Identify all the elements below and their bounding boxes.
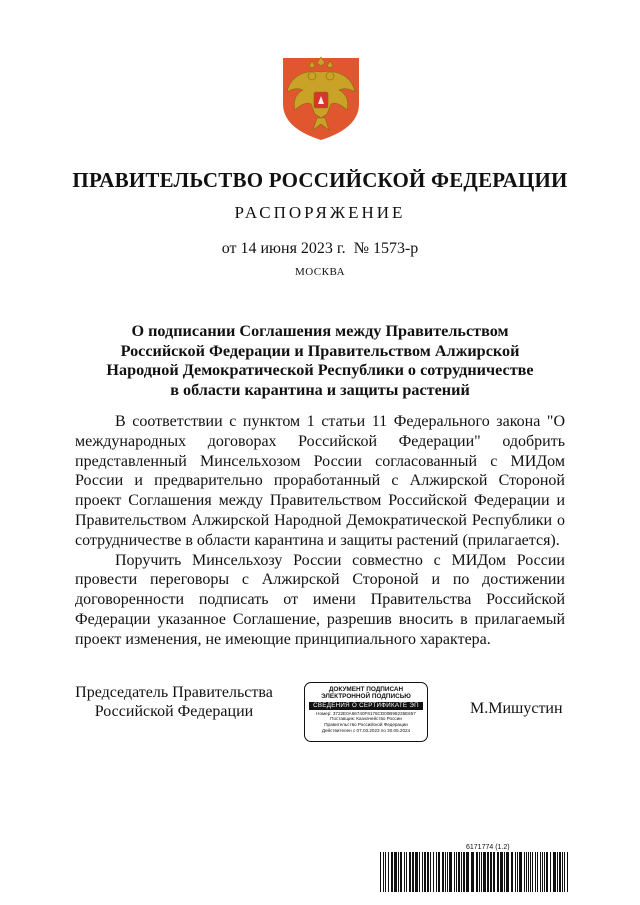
barcode-bar	[479, 852, 480, 892]
signatory-name: М.Мишустин	[470, 700, 563, 717]
barcode-bar	[528, 852, 529, 892]
document-number: № 1573-р	[353, 240, 419, 257]
barcode-bar	[532, 852, 533, 892]
barcode-bar	[442, 852, 444, 892]
city: МОСКВА	[294, 266, 346, 278]
body-paragraph: Поручить Минсельхозу России совместно с МИДом России провести переговоры с Алжирской Стороной и по достижении договоренности подписать от имени Правительства Российской Федерации указанное Соглашение, разрешив вносить в прилагаемый проект изменения, не имеющие принципиального характера.	[75, 551, 565, 648]
barcode-bar	[454, 852, 455, 892]
stamp-validity: Действителен с 07.03.2023 по 30.05.2024	[321, 727, 411, 733]
barcode-bar	[458, 852, 460, 892]
signatory-position	[64, 683, 284, 721]
subject-line: в области карантина и защиты растений	[170, 380, 470, 399]
coat-of-arms-icon	[277, 54, 365, 142]
barcode-bar	[406, 852, 407, 892]
stamp-certificate-bar: СВЕДЕНИЯ О СЕРТИФИКАТЕ ЭП	[309, 702, 423, 710]
barcode-bar	[438, 852, 440, 892]
barcode-bar	[404, 852, 405, 892]
barcode-bar	[564, 852, 565, 892]
date-number-line	[0, 240, 640, 258]
barcode-bar	[433, 852, 434, 892]
barcode-bar	[385, 852, 386, 892]
barcode-bar	[540, 852, 541, 892]
barcode-bar	[419, 852, 420, 892]
barcode-bar	[515, 852, 516, 892]
barcode-bar	[559, 852, 561, 892]
barcode-bar	[490, 852, 492, 892]
barcode-bar	[380, 852, 381, 892]
barcode-bar	[542, 852, 543, 892]
barcode-bar	[481, 852, 482, 892]
barcode-bar	[445, 852, 446, 892]
barcode-bar	[483, 852, 486, 892]
stamp-heading: ЭЛЕКТРОННОЙ ПОДПИСЬЮ	[321, 693, 411, 701]
barcode-bar	[537, 852, 538, 892]
barcode-bar	[422, 852, 423, 892]
barcode-bar	[517, 852, 518, 892]
barcode-bar	[449, 852, 452, 892]
barcode-bar	[493, 852, 495, 892]
barcode-bar	[562, 852, 563, 892]
barcode-bar	[436, 852, 437, 892]
barcode-number: 6171774 (1.2)	[466, 844, 510, 851]
document-date: от 14 июня 2023 г.	[221, 240, 346, 257]
stamp-heading: ДОКУМЕНТ ПОДПИСАН	[328, 686, 404, 693]
barcode	[380, 852, 570, 892]
barcode-bar	[415, 852, 418, 892]
barcode-bar	[466, 852, 469, 892]
barcode-bar	[427, 852, 429, 892]
barcode-bar	[557, 852, 558, 892]
barcode-bar	[456, 852, 457, 892]
barcode-bar	[398, 852, 399, 892]
barcode-bar	[447, 852, 448, 892]
barcode-bar	[394, 852, 397, 892]
barcode-bar	[550, 852, 551, 892]
barcode-bar	[487, 852, 489, 892]
barcode-bar	[497, 852, 499, 892]
subject-line: О подписании Соглашения между Правительством	[131, 322, 509, 340]
barcode-bar	[430, 852, 431, 892]
stamp-serial: Номер: 3722E0A66740F8176CD00B98235E657	[316, 710, 416, 716]
barcode-bar	[546, 852, 548, 892]
barcode-bar	[388, 852, 389, 892]
document-type: РАСПОРЯЖЕНИЕ	[234, 203, 406, 222]
stamp-issuer: Поставщик: Казначейство России	[330, 716, 402, 722]
barcode-bar	[383, 852, 384, 892]
barcode-bar	[412, 852, 414, 892]
barcode-bar	[391, 852, 393, 892]
barcode-bar	[463, 852, 465, 892]
position-line: Российской Федерации	[94, 703, 254, 720]
barcode-bar	[476, 852, 478, 892]
barcode-bar	[553, 852, 556, 892]
barcode-bar	[500, 852, 503, 892]
government-title: ПРАВИТЕЛЬСТВО РОССИЙСКОЙ ФЕДЕРАЦИИ	[72, 168, 568, 192]
document-subject	[100, 322, 540, 400]
barcode-bar	[400, 852, 402, 892]
barcode-bar	[567, 852, 568, 892]
barcode-bar	[504, 852, 505, 892]
barcode-bar	[506, 852, 509, 892]
barcode-bar	[530, 852, 531, 892]
barcode-bar	[409, 852, 411, 892]
barcode-bar	[519, 852, 522, 892]
barcode-bar	[524, 852, 525, 892]
position-line: Председатель Правительства	[75, 684, 273, 701]
barcode-bar	[461, 852, 462, 892]
subject-line: Народной Демократической Республики о сотрудничестве	[106, 361, 534, 379]
barcode-bar	[535, 852, 536, 892]
barcode-bar	[526, 852, 527, 892]
barcode-bar	[471, 852, 474, 892]
subject-line: Российской Федерации и Правительством Алжирской	[120, 341, 520, 360]
barcode-bar	[511, 852, 513, 892]
document-body	[75, 412, 565, 650]
barcode-bar	[424, 852, 426, 892]
body-paragraph: В соответствии с пунктом 1 статьи 11 Федерального закона "О международных договорах Российской Федерации" одобрить представленный Минсельхозом России согласованный с МИДом России и предварительно проработанный с Алжирской Стороной проект Соглашения между Правительством Российской Федерации и Правительством Алжирской Народной Демократической Республики о сотрудничестве в области карантина и защиты растений (прилагается).	[75, 413, 565, 549]
stamp-owner: Правительство Российской Федерации	[324, 722, 408, 727]
electronic-signature-stamp	[304, 682, 428, 742]
barcode-bar	[544, 852, 545, 892]
